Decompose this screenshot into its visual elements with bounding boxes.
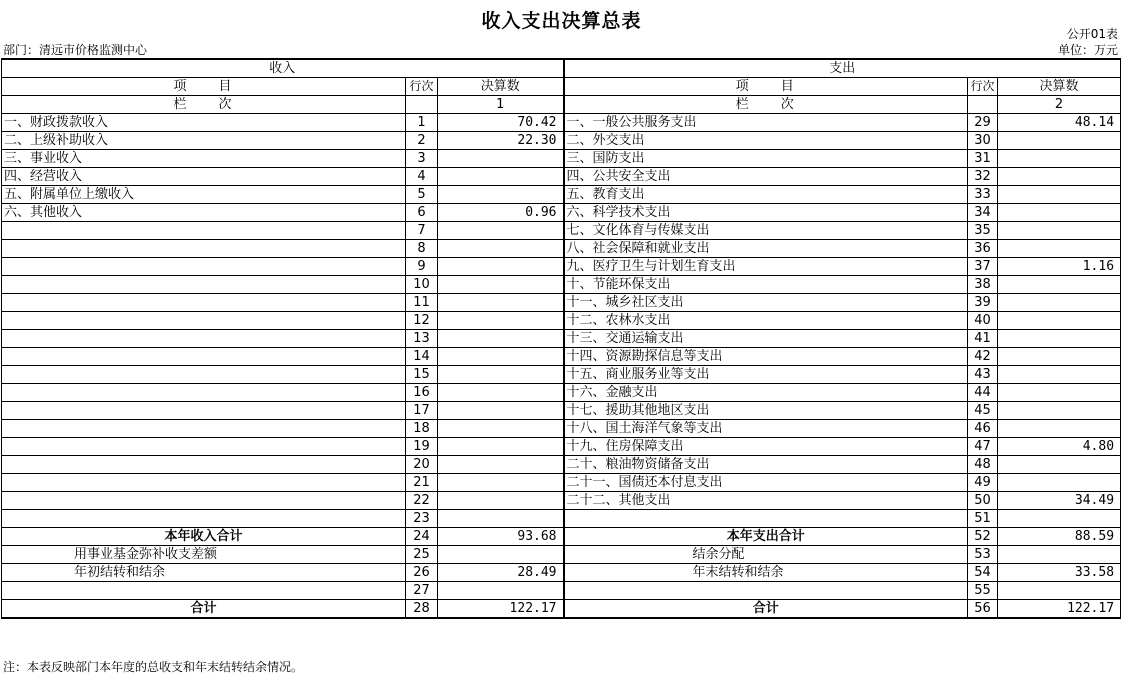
expense-row-number: 39 (968, 294, 998, 312)
header-row-columns (2, 78, 1121, 96)
subtotal-row (2, 528, 1121, 546)
income-item-name: 四、经营收入 (2, 168, 406, 186)
expense-amount (998, 294, 1121, 312)
income-amount (438, 582, 564, 600)
income-item-header: 项 目 (2, 78, 406, 96)
income-col-label: 栏 次 (2, 96, 406, 114)
expense-item-name: 四、公共安全支出 (564, 168, 968, 186)
income-row-number: 21 (406, 474, 438, 492)
expense-amount: 34.49 (998, 492, 1121, 510)
expense-item-name: 十八、国土海洋气象等支出 (564, 420, 968, 438)
income-item-name: 三、事业收入 (2, 150, 406, 168)
expense-amount (998, 546, 1121, 564)
table-row (2, 438, 1121, 456)
table-row (2, 204, 1121, 222)
income-item-name: 五、附属单位上缴收入 (2, 186, 406, 204)
income-amount (438, 258, 564, 276)
income-item-name (2, 276, 406, 294)
expense-row-number: 44 (968, 384, 998, 402)
income-amount: 93.68 (438, 528, 564, 546)
expense-amount: 48.14 (998, 114, 1121, 132)
income-row-number: 9 (406, 258, 438, 276)
income-amount (438, 384, 564, 402)
table-row (2, 510, 1121, 528)
income-item-name (2, 474, 406, 492)
income-row-number: 19 (406, 438, 438, 456)
expense-row-number: 56 (968, 600, 998, 619)
expense-item-name: 本年支出合计 (564, 528, 968, 546)
unit-label: 单位：万元 (1057, 43, 1118, 57)
department-label: 部门：清远市价格监测中心 (3, 43, 148, 57)
income-item-name (2, 330, 406, 348)
income-row-number: 5 (406, 186, 438, 204)
income-row-number: 2 (406, 132, 438, 150)
income-amount (438, 330, 564, 348)
income-amount (438, 366, 564, 384)
expense-row-number: 35 (968, 222, 998, 240)
income-item-name (2, 384, 406, 402)
expense-item-name (564, 582, 968, 600)
income-amount (438, 474, 564, 492)
income-amount: 28.49 (438, 564, 564, 582)
income-amount (438, 312, 564, 330)
header-row-colnumbers (2, 96, 1121, 114)
income-item-name (2, 402, 406, 420)
table-row (2, 150, 1121, 168)
income-rowno-header: 行次 (406, 78, 438, 96)
table-row (2, 546, 1121, 564)
expense-col-blank (968, 96, 998, 114)
income-item-name: 合计 (2, 600, 406, 619)
income-item-name: 本年收入合计 (2, 528, 406, 546)
table-row (2, 456, 1121, 474)
income-col-blank (406, 96, 438, 114)
expense-row-number: 48 (968, 456, 998, 474)
expense-amount (998, 474, 1121, 492)
expense-amount: 33.58 (998, 564, 1121, 582)
expense-row-number: 33 (968, 186, 998, 204)
income-col-number: 1 (438, 96, 564, 114)
income-amount: 22.30 (438, 132, 564, 150)
table-row (2, 384, 1121, 402)
income-row-number: 24 (406, 528, 438, 546)
expense-item-name: 一、一般公共服务支出 (564, 114, 968, 132)
income-amount (438, 402, 564, 420)
expense-item-name: 二十、粮油物资储备支出 (564, 456, 968, 474)
table-row (2, 168, 1121, 186)
income-row-number: 28 (406, 600, 438, 619)
expense-row-number: 47 (968, 438, 998, 456)
income-row-number: 6 (406, 204, 438, 222)
income-amount: 70.42 (438, 114, 564, 132)
income-item-name (2, 510, 406, 528)
income-amount (438, 222, 564, 240)
expense-item-name: 十、节能环保支出 (564, 276, 968, 294)
table-row (2, 186, 1121, 204)
expense-row-number: 34 (968, 204, 998, 222)
income-item-name (2, 348, 406, 366)
income-row-number: 17 (406, 402, 438, 420)
page-title: 收入支出决算总表 (481, 10, 642, 32)
expense-item-name: 十六、金融支出 (564, 384, 968, 402)
expense-amount: 88.59 (998, 528, 1121, 546)
table-row (2, 582, 1121, 600)
expense-amount (998, 276, 1121, 294)
expense-amount (998, 132, 1121, 150)
table-row (2, 240, 1121, 258)
income-item-name (2, 294, 406, 312)
income-row-number: 16 (406, 384, 438, 402)
income-amount (438, 276, 564, 294)
income-row-number: 11 (406, 294, 438, 312)
expense-item-name: 合计 (564, 600, 968, 619)
income-row-number: 26 (406, 564, 438, 582)
income-item-name (2, 366, 406, 384)
expense-item-name: 年末结转和结余 (564, 564, 968, 582)
table-row (2, 366, 1121, 384)
income-item-name (2, 258, 406, 276)
table-row (2, 492, 1121, 510)
income-expense-table (1, 58, 1121, 619)
expense-item-name: 七、文化体育与传媒支出 (564, 222, 968, 240)
expense-amount (998, 150, 1121, 168)
expense-amount: 4.80 (998, 438, 1121, 456)
expense-row-number: 36 (968, 240, 998, 258)
income-row-number: 3 (406, 150, 438, 168)
income-row-number: 27 (406, 582, 438, 600)
income-amount (438, 168, 564, 186)
expense-amount (998, 330, 1121, 348)
header-row-section (2, 59, 1121, 78)
income-amount (438, 492, 564, 510)
expense-item-name: 十七、援助其他地区支出 (564, 402, 968, 420)
income-item-name: 年初结转和结余 (2, 564, 406, 582)
table-row (2, 420, 1121, 438)
income-amount (438, 546, 564, 564)
income-row-number: 13 (406, 330, 438, 348)
expense-col-number: 2 (998, 96, 1121, 114)
income-section-header: 收入 (2, 59, 564, 78)
income-amount (438, 240, 564, 258)
income-item-name: 一、财政拨款收入 (2, 114, 406, 132)
expense-amount: 1.16 (998, 258, 1121, 276)
income-item-name (2, 582, 406, 600)
expense-item-name: 十三、交通运输支出 (564, 330, 968, 348)
expense-row-number: 43 (968, 366, 998, 384)
table-row (2, 564, 1121, 582)
expense-item-name: 二十二、其他支出 (564, 492, 968, 510)
expense-amount (998, 402, 1121, 420)
expense-amount (998, 312, 1121, 330)
expense-row-number: 30 (968, 132, 998, 150)
expense-amount (998, 384, 1121, 402)
income-row-number: 23 (406, 510, 438, 528)
expense-amount (998, 348, 1121, 366)
expense-item-name (564, 510, 968, 528)
expense-amount (998, 204, 1121, 222)
expense-row-number: 32 (968, 168, 998, 186)
income-item-name: 六、其他收入 (2, 204, 406, 222)
expense-amount: 122.17 (998, 600, 1121, 619)
expense-item-name: 十五、商业服务业等支出 (564, 366, 968, 384)
expense-item-name: 十九、住房保障支出 (564, 438, 968, 456)
income-amount (438, 348, 564, 366)
income-item-name (2, 456, 406, 474)
expense-row-number: 37 (968, 258, 998, 276)
income-item-name (2, 492, 406, 510)
expense-rowno-header: 行次 (968, 78, 998, 96)
expense-item-header: 项 目 (564, 78, 968, 96)
expense-amount (998, 168, 1121, 186)
expense-row-number: 31 (968, 150, 998, 168)
table-row (2, 312, 1121, 330)
expense-amount (998, 186, 1121, 204)
income-item-name (2, 312, 406, 330)
expense-item-name: 八、社会保障和就业支出 (564, 240, 968, 258)
table-row (2, 114, 1121, 132)
income-item-name: 二、上级补助收入 (2, 132, 406, 150)
expense-row-number: 38 (968, 276, 998, 294)
income-amount (438, 438, 564, 456)
expense-row-number: 41 (968, 330, 998, 348)
income-row-number: 22 (406, 492, 438, 510)
expense-row-number: 40 (968, 312, 998, 330)
income-item-name (2, 240, 406, 258)
expense-item-name: 二、外交支出 (564, 132, 968, 150)
total-row (2, 600, 1121, 619)
table-row (2, 348, 1121, 366)
income-amount (438, 294, 564, 312)
income-amount (438, 420, 564, 438)
expense-row-number: 54 (968, 564, 998, 582)
expense-row-number: 51 (968, 510, 998, 528)
income-row-number: 12 (406, 312, 438, 330)
income-row-number: 14 (406, 348, 438, 366)
expense-item-name: 十一、城乡社区支出 (564, 294, 968, 312)
expense-row-number: 45 (968, 402, 998, 420)
income-amount (438, 456, 564, 474)
expense-row-number: 52 (968, 528, 998, 546)
income-row-number: 10 (406, 276, 438, 294)
income-amount (438, 186, 564, 204)
income-row-number: 1 (406, 114, 438, 132)
table-row (2, 474, 1121, 492)
table-row (2, 222, 1121, 240)
income-amount (438, 150, 564, 168)
income-amount-header: 决算数 (438, 78, 564, 96)
expense-item-name: 六、科学技术支出 (564, 204, 968, 222)
income-row-number: 7 (406, 222, 438, 240)
income-row-number: 25 (406, 546, 438, 564)
expense-row-number: 46 (968, 420, 998, 438)
expense-amount-header: 决算数 (998, 78, 1121, 96)
expense-col-label: 栏 次 (564, 96, 968, 114)
income-amount (438, 510, 564, 528)
income-item-name: 用事业基金弥补收支差额 (2, 546, 406, 564)
expense-item-name: 十四、资源勘探信息等支出 (564, 348, 968, 366)
expense-row-number: 50 (968, 492, 998, 510)
expense-item-name: 三、国防支出 (564, 150, 968, 168)
income-row-number: 8 (406, 240, 438, 258)
expense-row-number: 55 (968, 582, 998, 600)
income-row-number: 18 (406, 420, 438, 438)
expense-item-name: 十二、农林水支出 (564, 312, 968, 330)
expense-amount (998, 240, 1121, 258)
expense-item-name: 九、医疗卫生与计划生育支出 (564, 258, 968, 276)
table-row (2, 294, 1121, 312)
expense-amount (998, 222, 1121, 240)
expense-item-name: 结余分配 (564, 546, 968, 564)
form-number: 公开01表 (1066, 27, 1118, 41)
expense-item-name: 二十一、国债还本付息支出 (564, 474, 968, 492)
table-row (2, 402, 1121, 420)
income-row-number: 20 (406, 456, 438, 474)
income-amount: 0.96 (438, 204, 564, 222)
expense-row-number: 49 (968, 474, 998, 492)
expense-amount (998, 456, 1121, 474)
income-item-name (2, 222, 406, 240)
expense-row-number: 29 (968, 114, 998, 132)
expense-amount (998, 510, 1121, 528)
income-item-name (2, 420, 406, 438)
income-item-name (2, 438, 406, 456)
expense-amount (998, 420, 1121, 438)
expense-section-header: 支出 (564, 59, 1121, 78)
expense-amount (998, 366, 1121, 384)
table-row (2, 258, 1121, 276)
income-amount: 122.17 (438, 600, 564, 619)
expense-row-number: 42 (968, 348, 998, 366)
expense-amount (998, 582, 1121, 600)
table-row (2, 132, 1121, 150)
income-row-number: 4 (406, 168, 438, 186)
expense-item-name: 五、教育支出 (564, 186, 968, 204)
income-row-number: 15 (406, 366, 438, 384)
expense-row-number: 53 (968, 546, 998, 564)
table-row (2, 276, 1121, 294)
footnote: 注：本表反映部门本年度的总收支和年末结转结余情况。 (3, 660, 304, 674)
table-row (2, 330, 1121, 348)
